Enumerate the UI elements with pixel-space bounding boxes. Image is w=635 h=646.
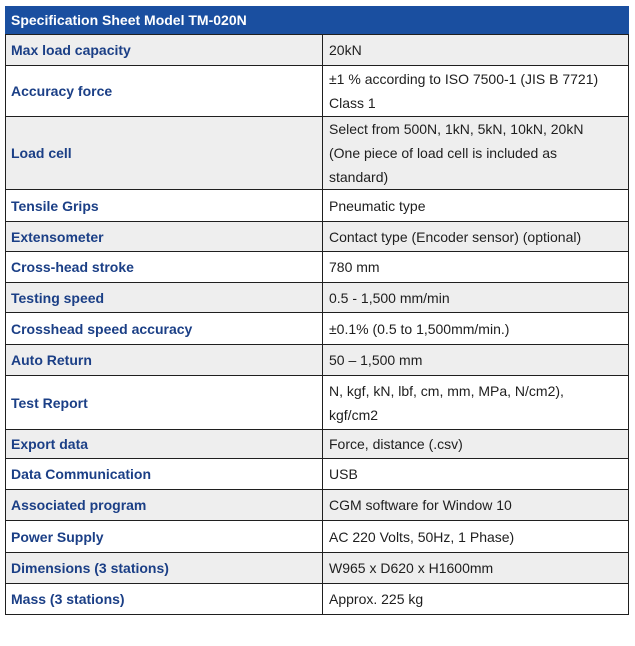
spec-row [6, 584, 629, 615]
spec-label: Auto Return [6, 345, 323, 376]
spec-row [6, 66, 629, 117]
spec-value-line: Select from 500N, 1kN, 5kN, 10kN, 20kN [329, 121, 584, 137]
spec-value [323, 553, 629, 584]
spec-value-line: Contact type (Encoder sensor) (optional) [329, 228, 582, 245]
spec-row [6, 490, 629, 521]
spec-label: Crosshead speed accuracy [6, 313, 323, 345]
spec-row [6, 521, 629, 553]
spec-value-line: W965 x D620 x H1600mm [329, 560, 494, 576]
spec-row [6, 222, 629, 252]
spec-label: Tensile Grips [6, 190, 323, 222]
spec-label: Dimensions (3 stations) [6, 553, 323, 584]
spec-value [323, 430, 629, 459]
spec-row [6, 190, 629, 222]
spec-value [323, 117, 629, 190]
spec-value-line: Approx. 225 kg [329, 591, 424, 607]
spec-value-line: standard) [329, 169, 389, 185]
spec-value [323, 222, 629, 252]
spec-label: Power Supply [6, 521, 323, 553]
spec-row [6, 345, 629, 376]
spec-table [5, 34, 629, 615]
spec-row [6, 553, 629, 584]
spec-value [323, 190, 629, 222]
spec-row [6, 430, 629, 459]
spec-value-line: 0.5 - 1,500 mm/min [329, 289, 450, 306]
spec-row [6, 283, 629, 313]
spec-row [6, 117, 629, 190]
spec-row [6, 459, 629, 490]
spec-label: Load cell [6, 117, 323, 190]
spec-value-line: ±0.1% (0.5 to 1,500mm/min.) [329, 320, 510, 337]
spec-row [6, 313, 629, 345]
spec-label: Cross-head stroke [6, 252, 323, 283]
spec-table-body [6, 35, 629, 615]
spec-label: Test Report [6, 376, 323, 430]
spec-value-line: AC 220 Volts, 50Hz, 1 Phase) [329, 528, 515, 545]
spec-value-line: (One piece of load cell is included as [329, 145, 558, 161]
spec-value-line: ±1 % according to ISO 7500-1 (JIS B 7721) [329, 71, 599, 87]
spec-label: Export data [6, 430, 323, 459]
sheet-title: Specification Sheet Model TM-020N [5, 6, 629, 34]
spec-label: Extensometer [6, 222, 323, 252]
spec-value [323, 584, 629, 615]
spec-row [6, 252, 629, 283]
spec-value-line: 20kN [329, 42, 362, 58]
spec-label: Mass (3 stations) [6, 584, 323, 615]
spec-value [323, 490, 629, 521]
spec-value [323, 66, 629, 117]
spec-value-line: Force, distance (.csv) [329, 436, 463, 452]
spec-sheet [5, 6, 629, 615]
spec-value [323, 283, 629, 313]
spec-value [323, 376, 629, 430]
spec-row [6, 376, 629, 430]
spec-value-line: kgf/cm2 [329, 406, 379, 423]
spec-value-line: Class 1 [329, 95, 376, 111]
spec-value-line: Pneumatic type [329, 197, 426, 214]
spec-value [323, 252, 629, 283]
spec-value-line: 50 – 1,500 mm [329, 352, 423, 368]
spec-label: Max load capacity [6, 35, 323, 66]
spec-value-line: CGM software for Window 10 [329, 497, 512, 513]
spec-value-line: N, kgf, kN, lbf, cm, mm, MPa, N/cm2), [329, 382, 564, 399]
spec-value-line: USB [329, 466, 358, 482]
spec-label: Testing speed [6, 283, 323, 313]
spec-label: Data Communication [6, 459, 323, 490]
spec-value [323, 459, 629, 490]
spec-label: Accuracy force [6, 66, 323, 117]
spec-row [6, 35, 629, 66]
spec-value-line: 780 mm [329, 259, 380, 275]
spec-label: Associated program [6, 490, 323, 521]
spec-value [323, 521, 629, 553]
spec-value [323, 35, 629, 66]
spec-value [323, 313, 629, 345]
spec-value [323, 345, 629, 376]
